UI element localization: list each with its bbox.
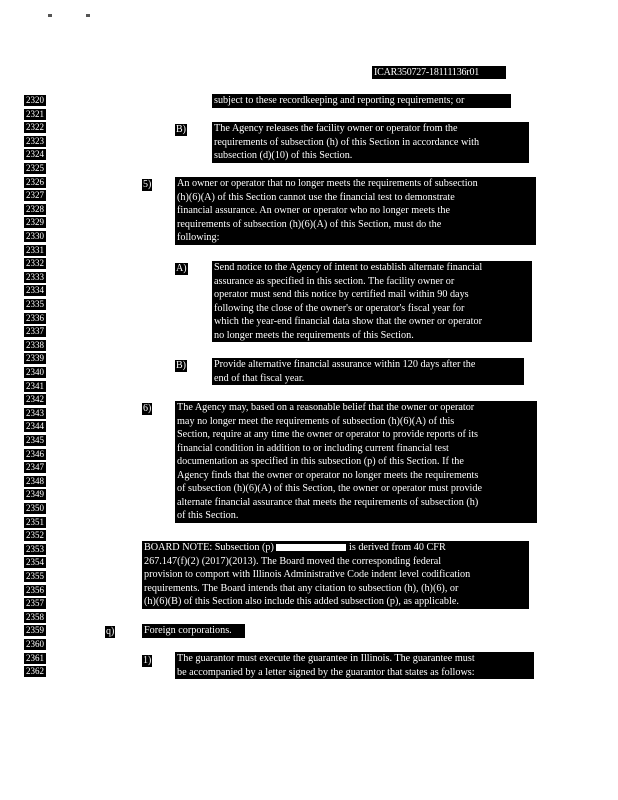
line-number: 2351 <box>26 516 44 527</box>
line-number: 2348 <box>26 475 44 486</box>
board-note <box>142 541 529 609</box>
line-number: 2336 <box>26 312 44 323</box>
text-line: be accompanied by a letter signed by the guarantor that states as follows: <box>177 666 475 678</box>
item-label: 6) <box>143 403 152 414</box>
text-line: Provide alternative financial assurance within 120 days after the <box>214 359 476 370</box>
text-line: (h)(6)(A) of this Section cannot use the financial test to demonstrate <box>177 191 455 203</box>
line-number: 2352 <box>26 530 44 541</box>
redaction-mark <box>276 544 346 551</box>
line-number: 2347 <box>26 462 44 473</box>
text-block-b3 <box>175 177 536 245</box>
line-number: 2330 <box>26 231 44 241</box>
board-note-source: is derived from 40 CFR <box>348 542 446 553</box>
line-number: 2361 <box>26 652 44 663</box>
text-line: requirements of subsection (h)(6)(A) of this Section, must do the <box>177 218 442 230</box>
line-number: 2344 <box>26 421 44 432</box>
line-number: 2358 <box>26 611 44 622</box>
section-heading <box>142 624 245 638</box>
text-line: The Agency may, based on a reasonable belief that the owner or operator <box>177 402 475 413</box>
item-label: 5) <box>143 179 152 190</box>
line-number: 2357 <box>26 598 44 609</box>
text-line: following: <box>177 232 220 243</box>
item-label: B) <box>176 360 186 371</box>
line-number: 2331 <box>26 244 44 255</box>
text-line: financial assurance. An owner or operator who no longer meets the <box>177 205 450 216</box>
text-line <box>144 541 527 555</box>
text-line: subsection (d)(10) of this Section. <box>214 150 353 161</box>
text-line: 267.147(f)(2) (2017)(2013). The Board moved the corresponding federal <box>144 555 442 567</box>
line-number: 2325 <box>26 163 44 173</box>
text-line: The Agency releases the facility owner or operator from the <box>214 123 458 134</box>
line-number: 2332 <box>26 258 44 269</box>
text-line: Send notice to the Agency of intent to establish alternate financial <box>214 262 483 273</box>
board-note-lead: BOARD NOTE: Subsection (p) <box>144 542 274 553</box>
text-line: end of that fiscal year. <box>214 372 305 384</box>
text-block-b9 <box>175 652 534 679</box>
line-number: 2338 <box>26 339 44 350</box>
line-number: 2328 <box>26 203 44 214</box>
line-number: 2360 <box>26 639 44 649</box>
line-number: 2321 <box>26 108 44 119</box>
text-line: no longer meets the requirements of this Section. <box>214 329 414 341</box>
text-line: documentation as specified in this subsection (p) of this Section. If the <box>177 456 464 467</box>
text-block-b4 <box>212 261 532 342</box>
text-line: requirements of subsection (h) of this Section in accordance with <box>214 136 480 148</box>
line-number: 2335 <box>26 299 44 309</box>
line-number: 2362 <box>26 666 44 677</box>
line-number: 2334 <box>26 285 44 296</box>
line-number: 2355 <box>26 571 44 581</box>
text-line: of subsection (h)(6)(A) of this Section, the owner or operator must provide <box>177 483 482 494</box>
line-number: 2340 <box>26 367 44 377</box>
document-id: ICAR350727-18111136r01 <box>372 66 506 79</box>
text-block-b5 <box>212 358 524 385</box>
line-number: 2341 <box>26 380 44 391</box>
text-line: (h)(6)(B) of this Section also include this added subsection (p), as applicable. <box>144 596 459 607</box>
item-label: A) <box>176 263 187 274</box>
text-line: provision to comport with Illinois Administrative Code indent level codification <box>144 569 471 580</box>
text-line: following the close of the owner's or operator's fiscal year for <box>214 302 465 314</box>
line-number: 2359 <box>26 625 44 636</box>
text-line: Foreign corporations. <box>144 625 232 636</box>
line-number: 2346 <box>26 448 44 459</box>
text-line: An owner or operator that no longer meets the requirements of subsection <box>177 178 478 189</box>
line-number: 2337 <box>26 326 44 337</box>
line-number: 2324 <box>26 149 44 160</box>
line-number: 2327 <box>26 190 44 201</box>
line-number: 2354 <box>26 557 44 568</box>
line-number: 2322 <box>26 122 44 133</box>
text-line: assurance as specified in this section. The facility owner or <box>214 275 455 287</box>
line-number: 2356 <box>26 584 44 595</box>
line-number: 2333 <box>26 271 44 282</box>
text-line: financial condition in addition to or including current financial test <box>177 442 449 454</box>
text-line: Agency finds that the owner or operator no longer meets the requirements <box>177 469 479 481</box>
line-number: 2343 <box>26 407 44 418</box>
text-line: Section, require at any time the owner or operator to provide reports of its <box>177 429 479 440</box>
text-line: requirements. The Board intends that any citation to subsection (h), (h)(6), or <box>144 582 459 594</box>
line-number: 2342 <box>26 394 44 405</box>
item-label: q) <box>106 626 115 637</box>
text-line: The guarantor must execute the guarantee in Illinois. The guarantee must <box>177 653 475 664</box>
text-block-b2 <box>212 122 529 163</box>
text-line: which the year-end financial data show that the owner or operator <box>214 316 482 327</box>
line-number: 2329 <box>26 217 44 228</box>
text-line: subject to these recordkeeping and reporting requirements; or <box>214 95 465 106</box>
line-number: 2320 <box>26 95 44 105</box>
line-number: 2350 <box>26 503 44 513</box>
scan-speck <box>86 14 90 17</box>
line-number: 2326 <box>26 176 44 187</box>
line-number: 2339 <box>26 353 44 364</box>
line-number: 2323 <box>26 135 44 146</box>
text-line: of this Section. <box>177 510 239 521</box>
line-number: 2345 <box>26 435 44 445</box>
line-number: 2349 <box>26 489 44 500</box>
text-block-continuation <box>212 94 511 108</box>
line-number: 2353 <box>26 543 44 554</box>
item-label: B) <box>176 124 186 135</box>
item-label: 1) <box>143 655 152 666</box>
text-block-b6 <box>175 401 537 523</box>
text-line: alternate financial assurance that meets the requirements of subsection (h) <box>177 496 479 508</box>
text-line: operator must send this notice by certified mail within 90 days <box>214 289 469 300</box>
scan-speck <box>48 14 52 17</box>
text-line: may no longer meet the requirements of subsection (h)(6)(A) of this <box>177 415 455 427</box>
